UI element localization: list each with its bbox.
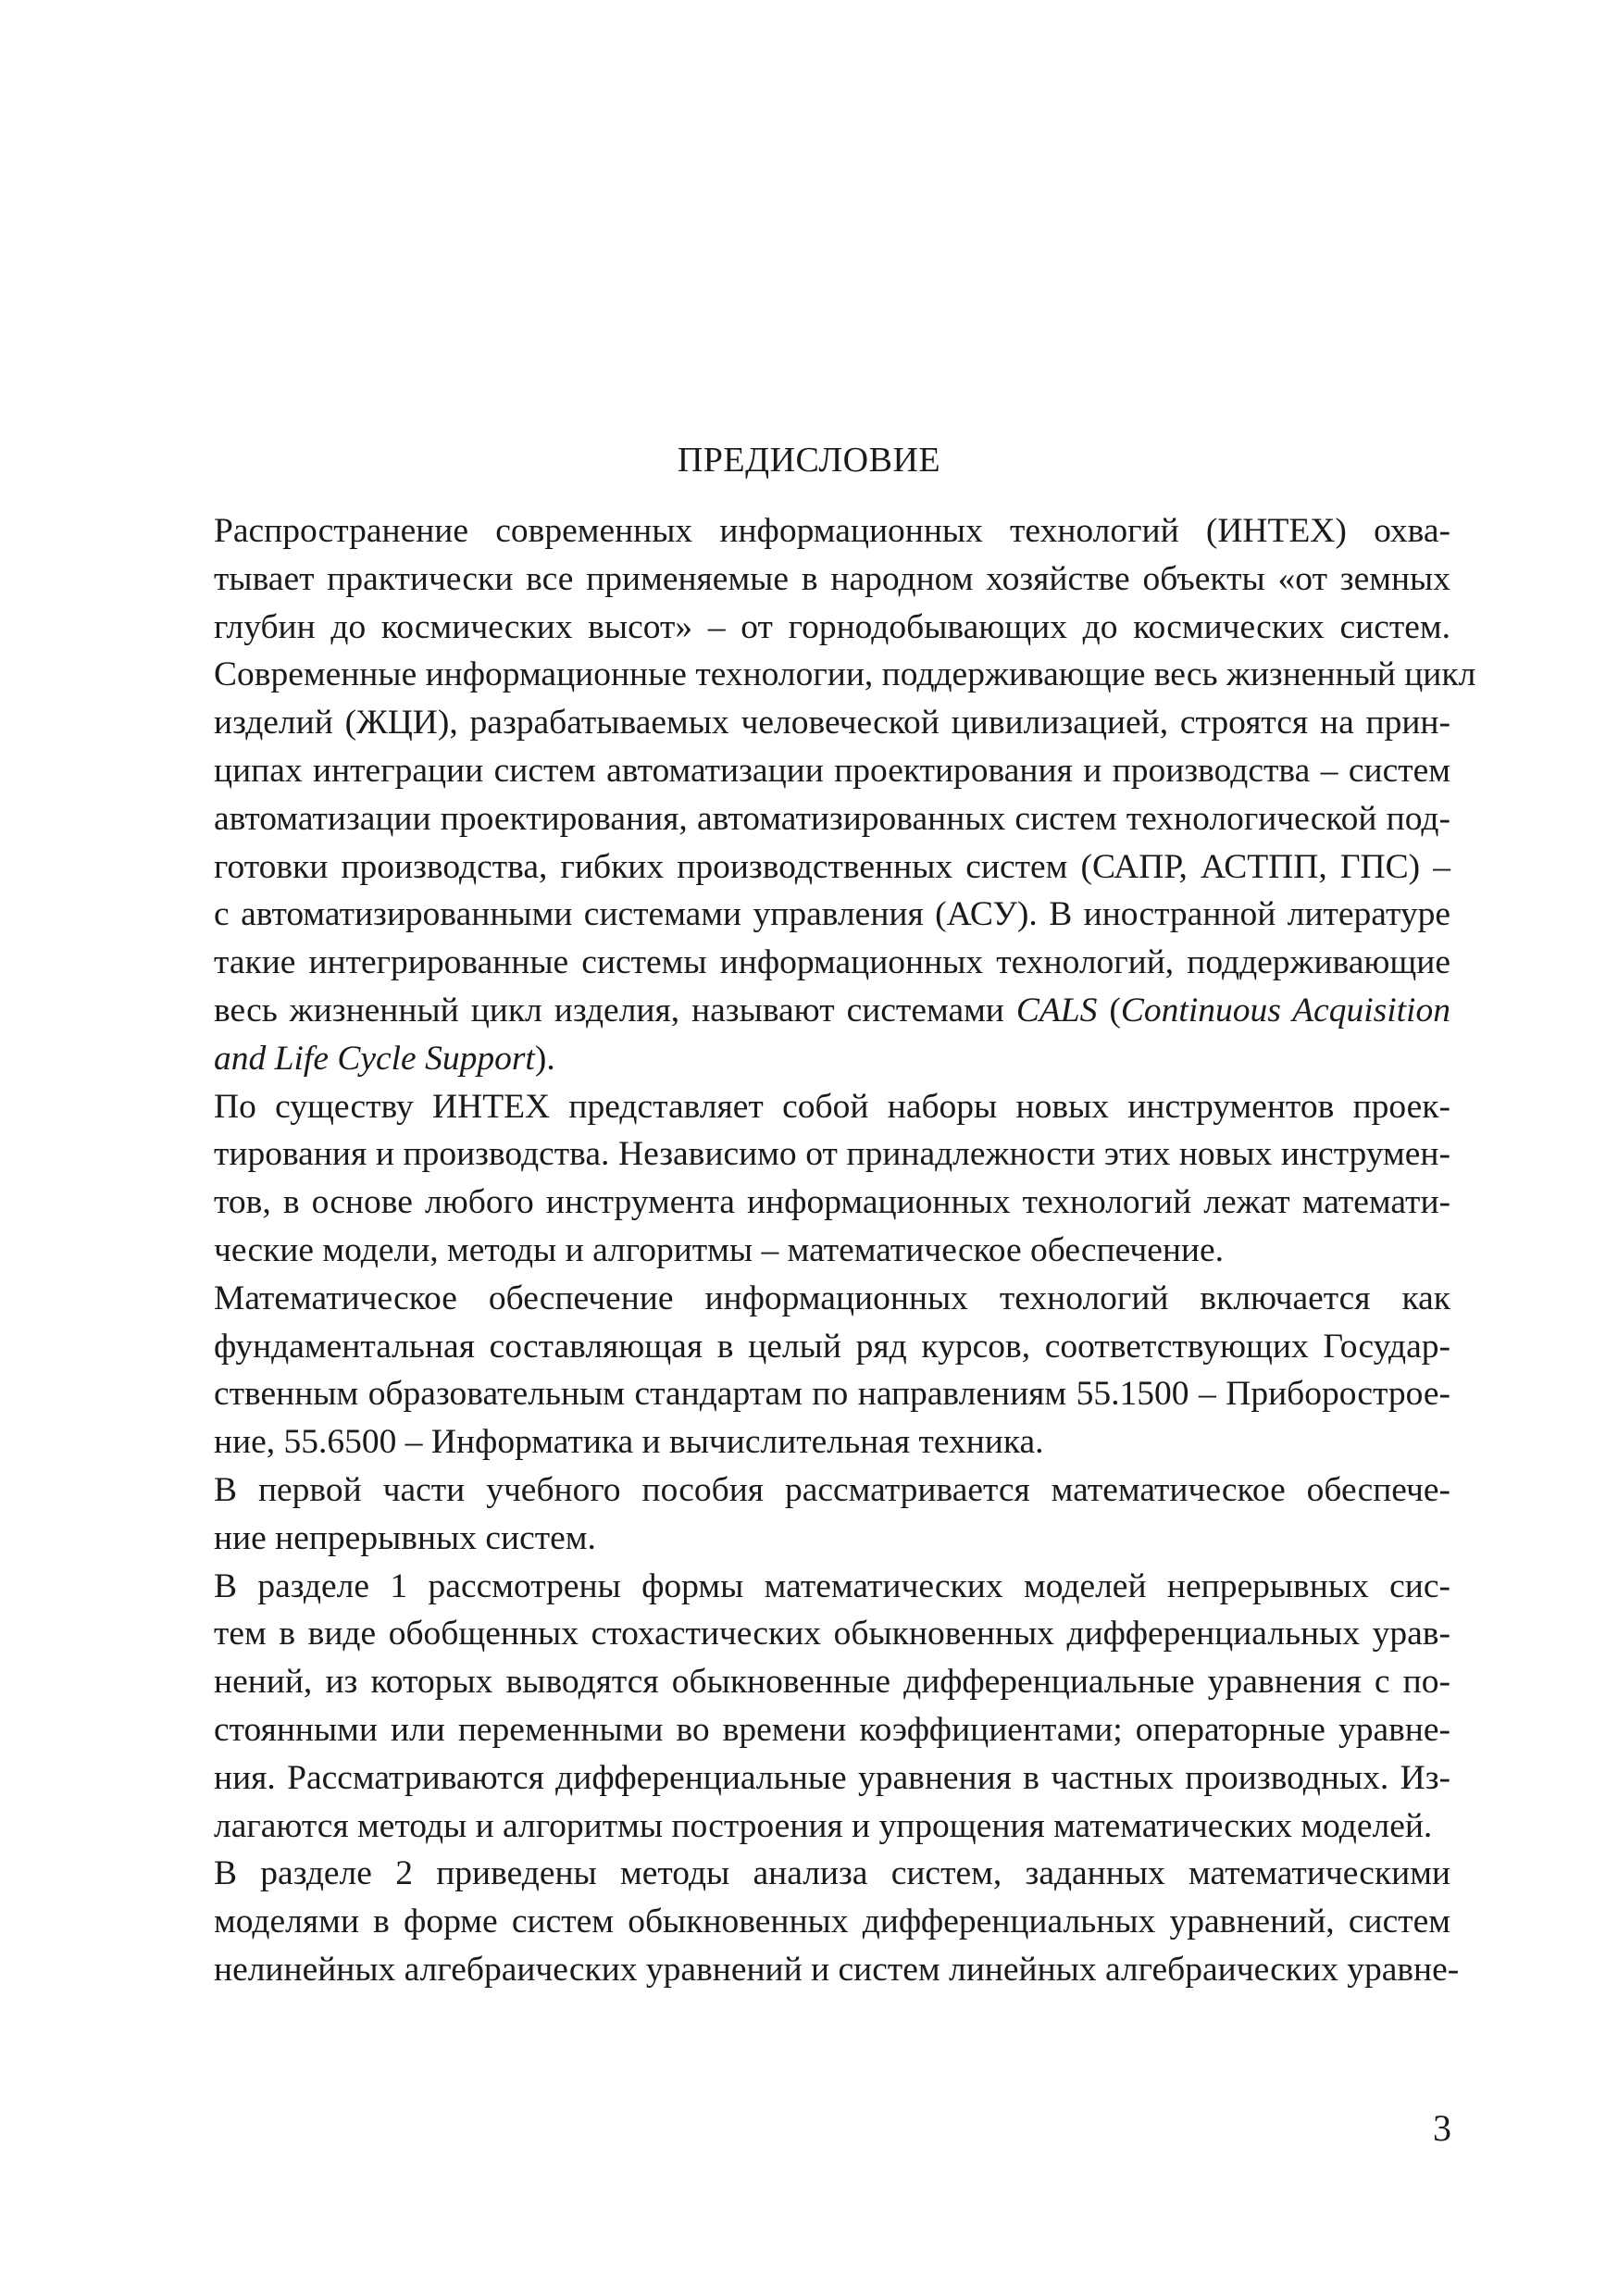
page-number: 3 bbox=[1433, 2107, 1451, 2149]
text-line: готовки производства, гибких производственных систем (САПР, АСТПП, ГПС) – bbox=[214, 847, 1450, 886]
text-run: весь жизненный цикл изделия, называют системами bbox=[214, 991, 1016, 1029]
text-line: лагаются методы и алгоритмы построения и упрощения математических моделей. bbox=[214, 1806, 1433, 1845]
text-line: В разделе 2 приведены методы анализа систем, заданных математическими bbox=[214, 1854, 1450, 1893]
text-line: ческие модели, методы и алгоритмы – математическое обеспечение. bbox=[214, 1230, 1224, 1269]
text-line-cals bbox=[167, 987, 1450, 1035]
paragraph-5 bbox=[167, 1563, 1450, 1851]
text-line: Современные информационные технологии, поддерживающие весь жизненный цикл bbox=[214, 655, 1476, 694]
paragraph-1 bbox=[167, 507, 1476, 1083]
text-line: тов, в основе любого инструмента информационных технологий лежат математи- bbox=[214, 1183, 1450, 1222]
text-line: ния. Рассматриваются дифференциальные уравнения в частных производных. Из- bbox=[214, 1758, 1450, 1797]
text-line bbox=[167, 1035, 1450, 1083]
text-line: фундаментальная составляющая в целый ряд курсов, соответствующих Государ- bbox=[214, 1327, 1450, 1366]
italic-term-life-cycle-support: and Life Cycle Support bbox=[214, 1039, 535, 1078]
paragraph-3 bbox=[167, 1275, 1450, 1466]
text-line: нений, из которых выводятся обыкновенные дифференциальные уравнения с по- bbox=[214, 1663, 1450, 1702]
text-line: глубин до космических высот» – от горнодобывающих до космических систем. bbox=[214, 607, 1450, 646]
paragraph-2 bbox=[167, 1083, 1450, 1275]
text-line: Математическое обеспечение информационных технологий включается как bbox=[214, 1279, 1450, 1317]
text-line: стоянными или переменными во времени коэффициентами; операторные уравне- bbox=[214, 1710, 1450, 1749]
text-line: такие интегрированные системы информационных технологий, поддерживающие bbox=[214, 943, 1450, 982]
text-line: В разделе 1 рассмотрены формы математических моделей непрерывных сис- bbox=[214, 1566, 1450, 1605]
text-line: Распространение современных информационных технологий (ИНТЕХ) охва- bbox=[214, 512, 1450, 550]
text-line: с автоматизированными системами управления (АСУ). В иностранной литературе bbox=[214, 895, 1450, 934]
page-title: ПРЕДИСЛОВИЕ bbox=[677, 441, 941, 480]
text-line: В первой части учебного пособия рассматривается математическое обеспече- bbox=[214, 1470, 1450, 1509]
text-line: тем в виде обобщенных стохастических обыкновенных дифференциальных урав- bbox=[214, 1615, 1450, 1653]
text-line: ние непрерывных систем. bbox=[214, 1518, 596, 1557]
text-line: изделий (ЖЦИ), разрабатываемых человеческой цивилизацией, строятся на прин- bbox=[214, 704, 1450, 742]
text-run: ). bbox=[534, 1039, 555, 1078]
body-text bbox=[167, 507, 1476, 1994]
text-line: ственным образовательным стандартам по направлениям 55.1500 – Приборострое- bbox=[214, 1375, 1450, 1414]
text-line: тывает практически все применяемые в народном хозяйстве объекты «от земных bbox=[214, 559, 1450, 598]
text-line: По существу ИНТЕХ представляет собой наборы новых инструментов проек- bbox=[214, 1087, 1450, 1126]
italic-term-continuous-acquisition: Continuous Acquisition bbox=[1120, 991, 1450, 1029]
text-line: моделями в форме систем обыкновенных дифференциальных уравнений, систем bbox=[214, 1903, 1450, 1941]
paragraph-4 bbox=[167, 1466, 1450, 1563]
text-run: ( bbox=[1097, 991, 1121, 1029]
text-line: автоматизации проектирования, автоматизированных систем технологической под- bbox=[214, 799, 1450, 838]
italic-term-cals: CALS bbox=[1015, 991, 1098, 1029]
paragraph-6 bbox=[167, 1850, 1460, 1993]
text-line: тирования и производства. Независимо от принадлежности этих новых инструмен- bbox=[214, 1135, 1450, 1174]
text-line: нелинейных алгебраических уравнений и систем линейных алгебраических уравне- bbox=[214, 1950, 1460, 1989]
text-line: ние, 55.6500 – Информатика и вычислительная техника. bbox=[214, 1423, 1044, 1462]
text-line: ципах интеграции систем автоматизации проектирования и производства – систем bbox=[214, 751, 1450, 790]
